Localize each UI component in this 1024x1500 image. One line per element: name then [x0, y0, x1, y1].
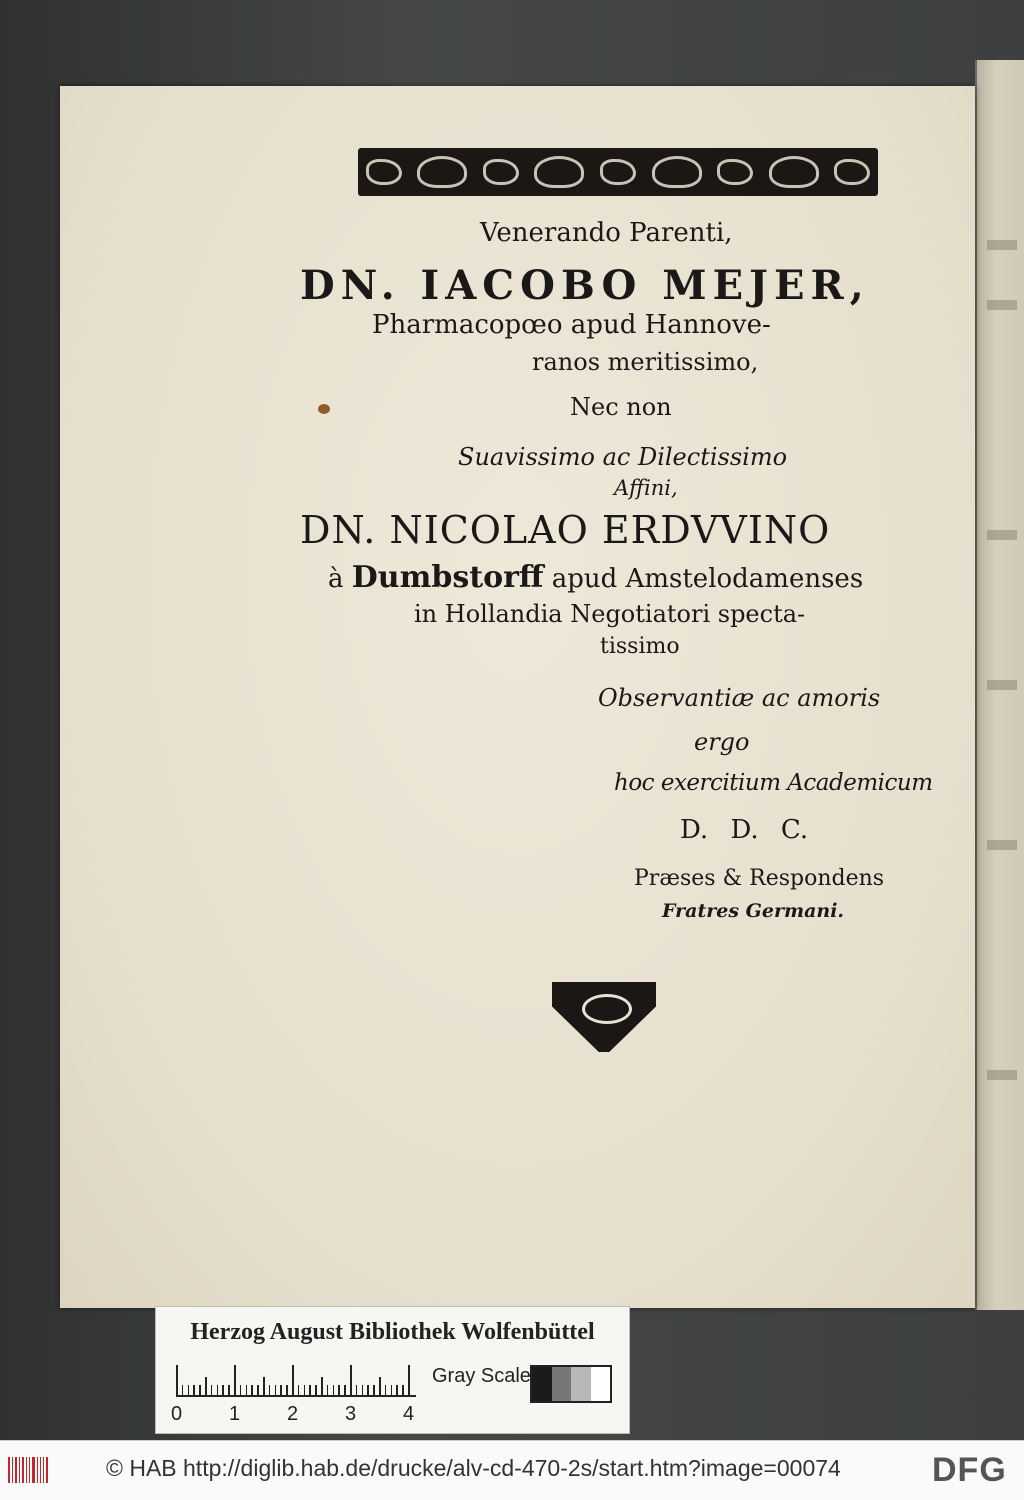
barcode-bar	[19, 1457, 20, 1483]
barcode-bar	[29, 1457, 30, 1483]
ruler-number: 2	[287, 1403, 299, 1425]
gray-swatch	[552, 1367, 572, 1401]
gray-scale-label: Gray Scale	[432, 1365, 531, 1387]
ruler-tick	[251, 1385, 253, 1395]
ruler-tick	[338, 1385, 340, 1395]
gray-swatch	[532, 1367, 552, 1401]
dedication-line-fratres: Fratres Germani.	[662, 900, 845, 922]
barcode-bar	[26, 1457, 28, 1483]
ruler-tick	[362, 1385, 364, 1395]
ruler-tick	[217, 1385, 219, 1395]
ruler-tick	[309, 1385, 311, 1395]
footer-bar	[0, 1440, 1024, 1500]
ruler-tick	[286, 1385, 288, 1395]
ruler-tick	[280, 1385, 282, 1395]
gray-swatch	[571, 1367, 591, 1401]
barcode-bar	[15, 1457, 18, 1483]
ruler-tick	[275, 1385, 277, 1395]
ruler-tick	[304, 1385, 306, 1395]
dedication-line-observantiae: Observantiæ ac amoris	[598, 684, 881, 712]
dedication-word-a: à	[328, 564, 344, 594]
barcode-bar	[8, 1457, 10, 1483]
color-calibration-card	[155, 1306, 630, 1434]
dedication-line-suavissimo: Suavissimo ac Dilectissimo	[458, 443, 788, 471]
ruler-tick	[188, 1385, 190, 1395]
dedication-line-pharma: Pharmacopœo apud Hannove-	[372, 310, 771, 340]
dedication-line-ranos: ranos meritissimo,	[532, 348, 759, 376]
paper-stain	[318, 404, 330, 414]
dedication-line-tissimo: tissimo	[600, 634, 680, 659]
dedication-line-hoc: hoc exercitium Academicum	[614, 770, 933, 796]
ruler-tick	[327, 1385, 329, 1395]
dedication-word-dumbstorff: Dumbstorff	[351, 560, 544, 595]
ruler-tick	[240, 1385, 242, 1395]
ruler-tick	[321, 1377, 323, 1395]
dedication-name-jacobo: DN. IACOBO MEJER,	[300, 262, 870, 309]
ruler-tick	[182, 1385, 184, 1395]
dedication-line-hollandia: in Hollandia Negotiatori specta-	[414, 600, 806, 628]
ruler-tick	[402, 1385, 404, 1395]
ruler-tick	[246, 1385, 248, 1395]
ruler-tick	[205, 1377, 207, 1395]
dedication-line-ergo: ergo	[694, 728, 750, 756]
ruler-tick	[199, 1385, 201, 1395]
ruler-tick	[408, 1365, 410, 1395]
copyright-url[interactable]: © HAB http://diglib.hab.de/drucke/alv-cd-470-2s/start.htm?image=00074	[106, 1455, 841, 1481]
dedication-name-nicolao: DN. NICOLAO ERDVVINO	[300, 508, 831, 552]
gray-scale-swatches	[530, 1365, 612, 1403]
barcode-bar	[32, 1457, 35, 1483]
ruler-tick	[396, 1385, 398, 1395]
adjacent-page-edge	[975, 60, 1024, 1310]
ornamental-headpiece-icon	[358, 148, 878, 196]
ruler-number: 3	[345, 1403, 357, 1425]
ruler-number: 1	[229, 1403, 241, 1425]
ruler-tick	[292, 1365, 294, 1395]
dedication-line-ddc: D. D. C.	[680, 815, 809, 845]
scale-ruler	[176, 1365, 416, 1397]
ruler-number: 4	[403, 1403, 415, 1425]
library-title: Herzog August Bibliothek Wolfenbüttel	[190, 1319, 595, 1345]
barcode-bar	[46, 1457, 48, 1483]
dedication-line-dumbstorff	[328, 560, 948, 595]
ruler-tick	[350, 1365, 352, 1395]
ruler-tick	[373, 1385, 375, 1395]
barcode-bar	[43, 1457, 44, 1483]
ruler-tick	[228, 1385, 230, 1395]
ruler-tick	[257, 1385, 259, 1395]
dedication-word-apud: apud Amstelodamenses	[551, 564, 864, 594]
ruler-tick	[298, 1385, 300, 1395]
ruler-tick	[391, 1385, 393, 1395]
ruler-tick	[269, 1385, 271, 1395]
barcode-bar	[22, 1457, 24, 1483]
dedication-line-necnon: Nec non	[570, 393, 672, 421]
dfg-logo: DFG	[932, 1451, 1007, 1489]
barcode-icon	[8, 1457, 48, 1483]
dedication-line-venerando: Venerando Parenti,	[480, 218, 733, 248]
ruler-tick	[315, 1385, 317, 1395]
ruler-tick	[385, 1385, 387, 1395]
ruler-tick	[356, 1385, 358, 1395]
dedication-line-affini: Affini,	[614, 476, 678, 500]
ruler-number: 0	[171, 1403, 183, 1425]
ruler-tick	[211, 1385, 213, 1395]
dedication-line-praeses: Præses & Respondens	[634, 866, 885, 891]
ruler-tick	[379, 1377, 381, 1395]
gray-swatch	[591, 1367, 611, 1401]
ruler-tick	[222, 1385, 224, 1395]
barcode-bar	[40, 1457, 42, 1483]
ruler-tick	[193, 1385, 195, 1395]
ruler-tick	[344, 1385, 346, 1395]
barcode-bar	[12, 1457, 13, 1483]
ruler-tick	[234, 1365, 236, 1395]
ruler-tick	[333, 1385, 335, 1395]
ruler-tick	[367, 1385, 369, 1395]
barcode-bar	[37, 1457, 38, 1483]
ruler-tick	[263, 1377, 265, 1395]
ruler-tick	[176, 1365, 178, 1395]
